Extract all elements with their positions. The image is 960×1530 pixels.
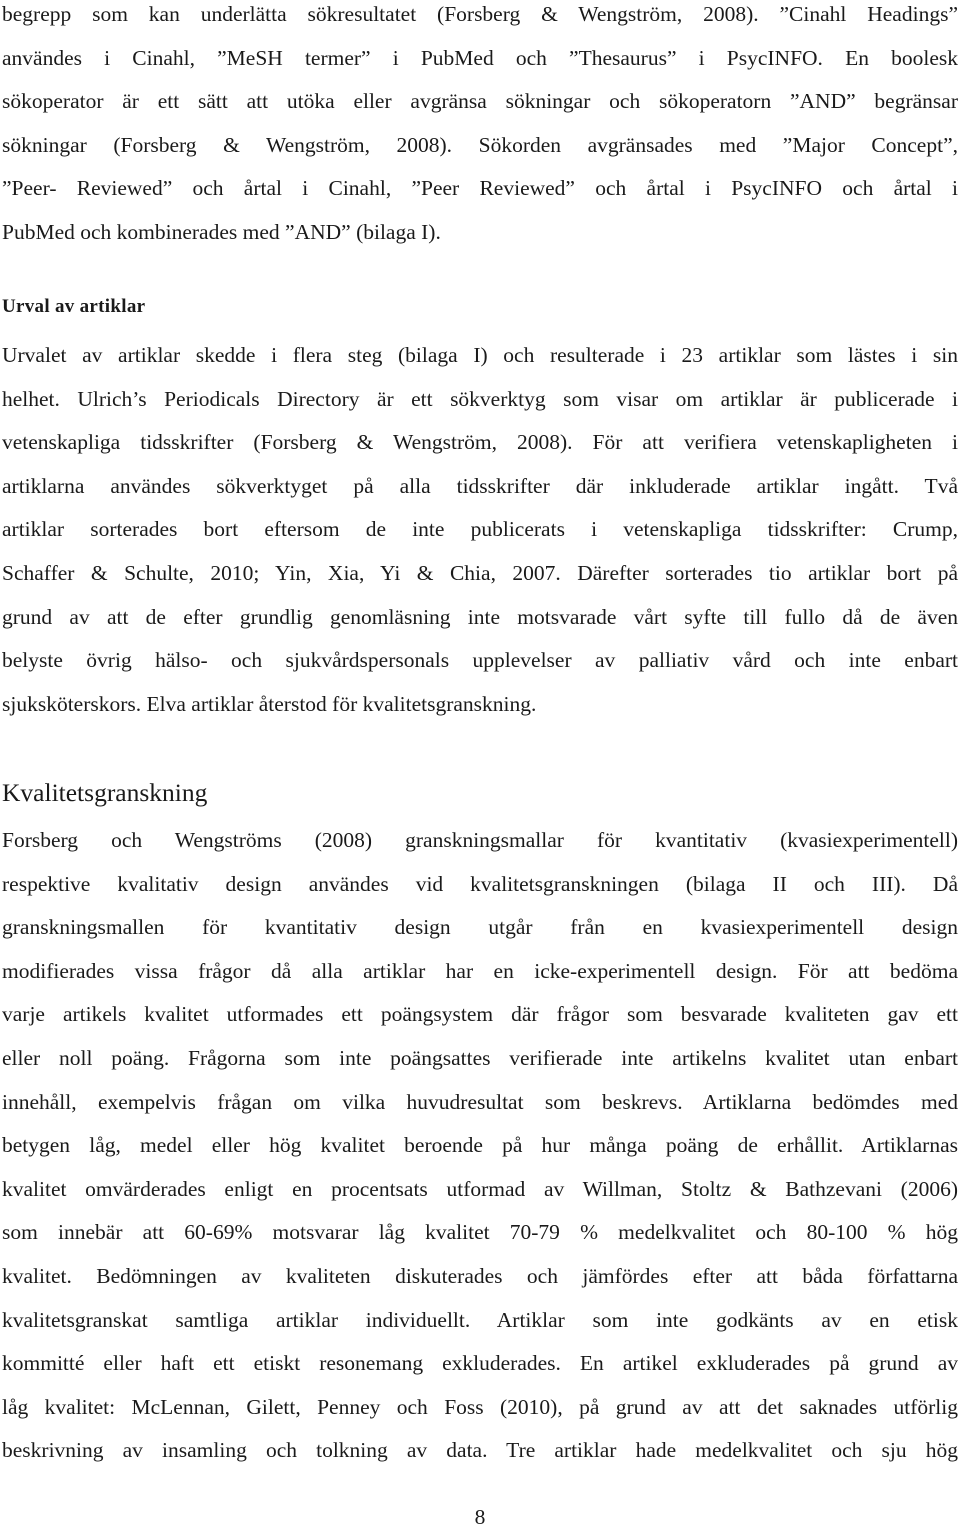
text-line: kvalitet. Bedömningen av kvaliteten diskuterades och jämfördes efter att båda författarna bbox=[2, 1263, 958, 1288]
heading-kvalitetsgranskning: Kvalitetsgranskning bbox=[2, 778, 208, 807]
text-line: kvalitet omvärderades enligt en procentsats utformad av Willman, Stoltz & Bathzevani (2006) bbox=[2, 1176, 958, 1201]
text-line: artiklarna användes sökverktyget på alla tidsskrifter där inkluderade artiklar ingått. Två bbox=[2, 473, 958, 498]
text-line: låg kvalitet: McLennan, Gilett, Penney och Foss (2010), på grund av att det saknades utförlig bbox=[2, 1394, 958, 1419]
page-number: 8 bbox=[474, 1505, 486, 1529]
text-line: som innebär att 60-69% motsvarar låg kvalitet 70-79 % medelkvalitet och 80-100 % hög bbox=[2, 1220, 958, 1245]
text-line: belyste övrig hälso- och sjukvårdspersonals upplevelser av palliativ vård och inte enbart bbox=[2, 648, 958, 673]
text-line: betygen låg, medel eller hög kvalitet beroende på hur många poäng de erhållit. Artiklarnas bbox=[2, 1133, 958, 1158]
text-line: grund av att de efter grundlig genomläsning inte motsvarade vårt syfte till fullo då de även bbox=[2, 604, 958, 629]
text-line: eller noll poäng. Frågorna som inte poängsattes verifierade inte artikelns kvalitet utan enbart bbox=[2, 1045, 958, 1070]
paragraph-kvalitetsgranskning bbox=[2, 819, 958, 1473]
text-line: sökoperator är ett sätt att utöka eller avgränsa sökningar och sökoperatorn ”AND” begränsar bbox=[2, 89, 958, 114]
text-line: kvalitetsgranskat samtliga artiklar individuellt. Artiklar som inte godkänts av en etisk bbox=[2, 1307, 958, 1332]
text-line: granskningsmallen för kvantitativ design utgår från en kvasiexperimentell design bbox=[2, 915, 958, 940]
text-line: sjuksköterskors. Elva artiklar återstod för kvalitetsgranskning. bbox=[2, 691, 537, 716]
text-line: vetenskapliga tidsskrifter (Forsberg & Wengström, 2008). För att verifiera vetenskapligheten i bbox=[2, 430, 958, 455]
text-line: sökningar (Forsberg & Wengström, 2008). Sökorden avgränsades med ”Major Concept”, bbox=[2, 132, 958, 157]
paragraph-urval bbox=[2, 334, 958, 726]
text-line: begrepp som kan underlätta sökresultatet (Forsberg & Wengström, 2008). ”Cinahl Headings” bbox=[2, 2, 958, 26]
text-line: modifierades vissa frågor då alla artiklar har en icke-experimentell design. För att bedöma bbox=[2, 958, 958, 983]
text-line: beskrivning av insamling och tolkning av data. Tre artiklar hade medelkvalitet och sju hög bbox=[2, 1438, 958, 1463]
text-line: PubMed och kombinerades med ”AND” (bilaga I). bbox=[2, 219, 441, 244]
paragraph-search-terms bbox=[2, 0, 958, 255]
heading-urval-av-artiklar: Urval av artiklar bbox=[2, 296, 146, 317]
text-line: artiklar sorterades bort eftersom de inte publicerats i vetenskapliga tidsskrifter: Crump, bbox=[2, 517, 958, 542]
text-line: ”Peer- Reviewed” och årtal i Cinahl, ”Peer Reviewed” och årtal i PsycINFO och årtal i bbox=[2, 176, 958, 201]
text-line: kommitté eller haft ett etiskt resonemang exkluderades. En artikel exkluderades på grund av bbox=[2, 1351, 958, 1376]
text-line: Schaffer & Schulte, 2010; Yin, Xia, Yi & Chia, 2007. Därefter sorterades tio artiklar bort på bbox=[2, 560, 958, 585]
text-line: Forsberg och Wengströms (2008) granskningsmallar för kvantitativ (kvasiexperimentell) bbox=[2, 828, 958, 852]
text-line: respektive kvalitativ design användes vid kvalitetsgranskningen (bilaga II och III). Då bbox=[2, 871, 958, 896]
text-line: Urvalet av artiklar skedde i flera steg (bilaga I) och resulterade i 23 artiklar som lästes i sin bbox=[2, 343, 958, 367]
text-line: användes i Cinahl, ”MeSH termer” i PubMed och ”Thesaurus” i PsycINFO. En boolesk bbox=[2, 45, 958, 70]
text-line: helhet. Ulrich’s Periodicals Directory är ett sökverktyg som visar om artiklar är publicerade i bbox=[2, 386, 958, 411]
text-line: innehåll, exempelvis frågan om vilka huvudresultat som beskrevs. Artiklarna bedömdes med bbox=[2, 1089, 958, 1114]
text-line: varje artikels kvalitet utformades ett poängsystem där frågor som besvarade kvaliteten gav ett bbox=[2, 1002, 958, 1027]
